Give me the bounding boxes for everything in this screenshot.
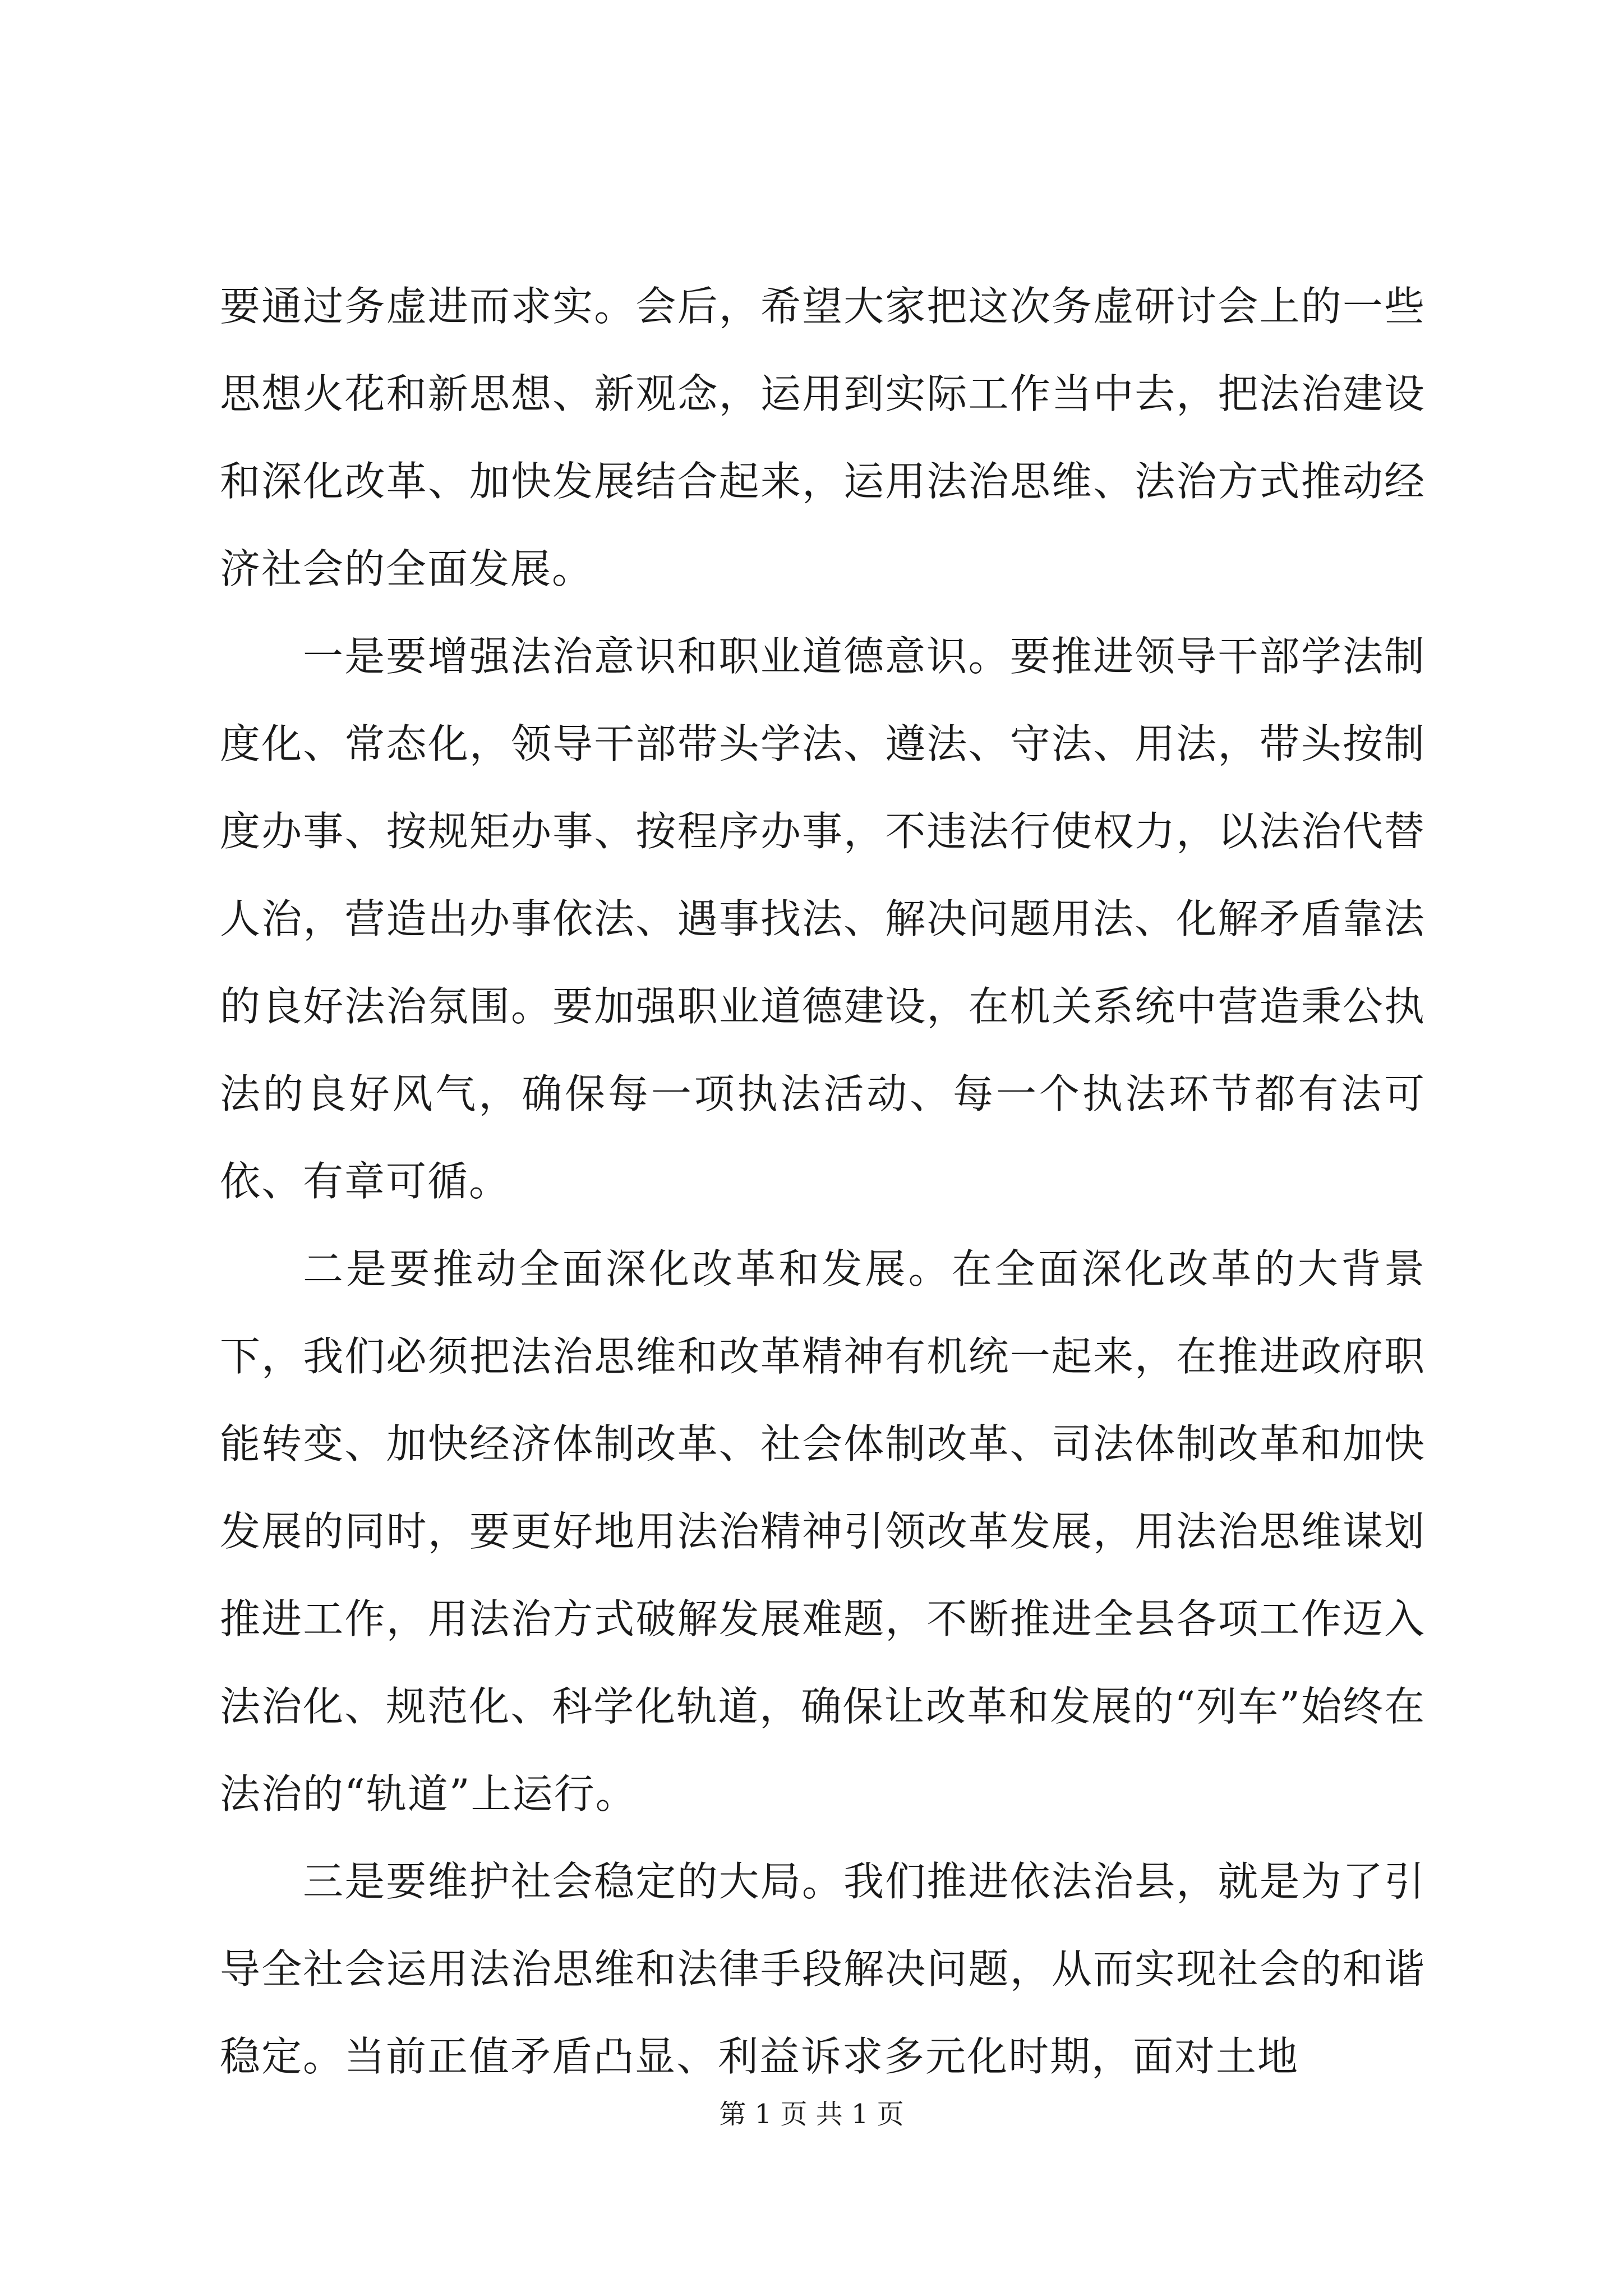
page-footer: 第 1 页 共 1 页 <box>719 2099 904 2130</box>
paragraph-4: 三是要维护社会稳定的大局。我们推进依法治县，就是为了引导全社会运用法治思维和法律手段解决问题，从而实现社会的和谐稳定。当前正值矛盾凸显、利益诉求多元化时期，面对土地 <box>220 1858 1426 2080</box>
paragraph-2: 一是要增强法治意识和职业道德意识。要推进领导干部学法制度化、常态化，领导干部带头学法、遵法、守法、用法，带头按制度办事、按规矩办事、按程序办事，不违法行使权力，以法治代替人治，营造出办事依法、遇事找法、解决问题用法、化解矛盾靠法的良好法治氛围。要加强职业道德建设，在机关系统中营造秉公执法的良好风气，确保每一项执法活动、每一个执法环节都有法可依、有章可循。 <box>220 633 1426 1205</box>
document-body <box>220 263 1426 2100</box>
paragraph-1: 要通过务虚进而求实。会后，希望大家把这次务虚研讨会上的一些思想火花和新思想、新观念，运用到实际工作当中去，把法治建设和深化改革、加快发展结合起来，运用法治思维、法治方式推动经济社会的全面发展。 <box>220 283 1426 592</box>
paragraph-3: 二是要推动全面深化改革和发展。在全面深化改革的大背景下，我们必须把法治思维和改革精神有机统一起来，在推进政府职能转变、加快经济体制改革、社会体制改革、司法体制改革和加快发展的同时，要更好地用法治精神引领改革发展，用法治思维谋划推进工作，用法治方式破解发展难题，不断推进全县各项工作迈入法治化、规范化、科学化轨道，确保让改革和发展的“列车”始终在法治的“轨道”上运行。 <box>220 1245 1426 1818</box>
